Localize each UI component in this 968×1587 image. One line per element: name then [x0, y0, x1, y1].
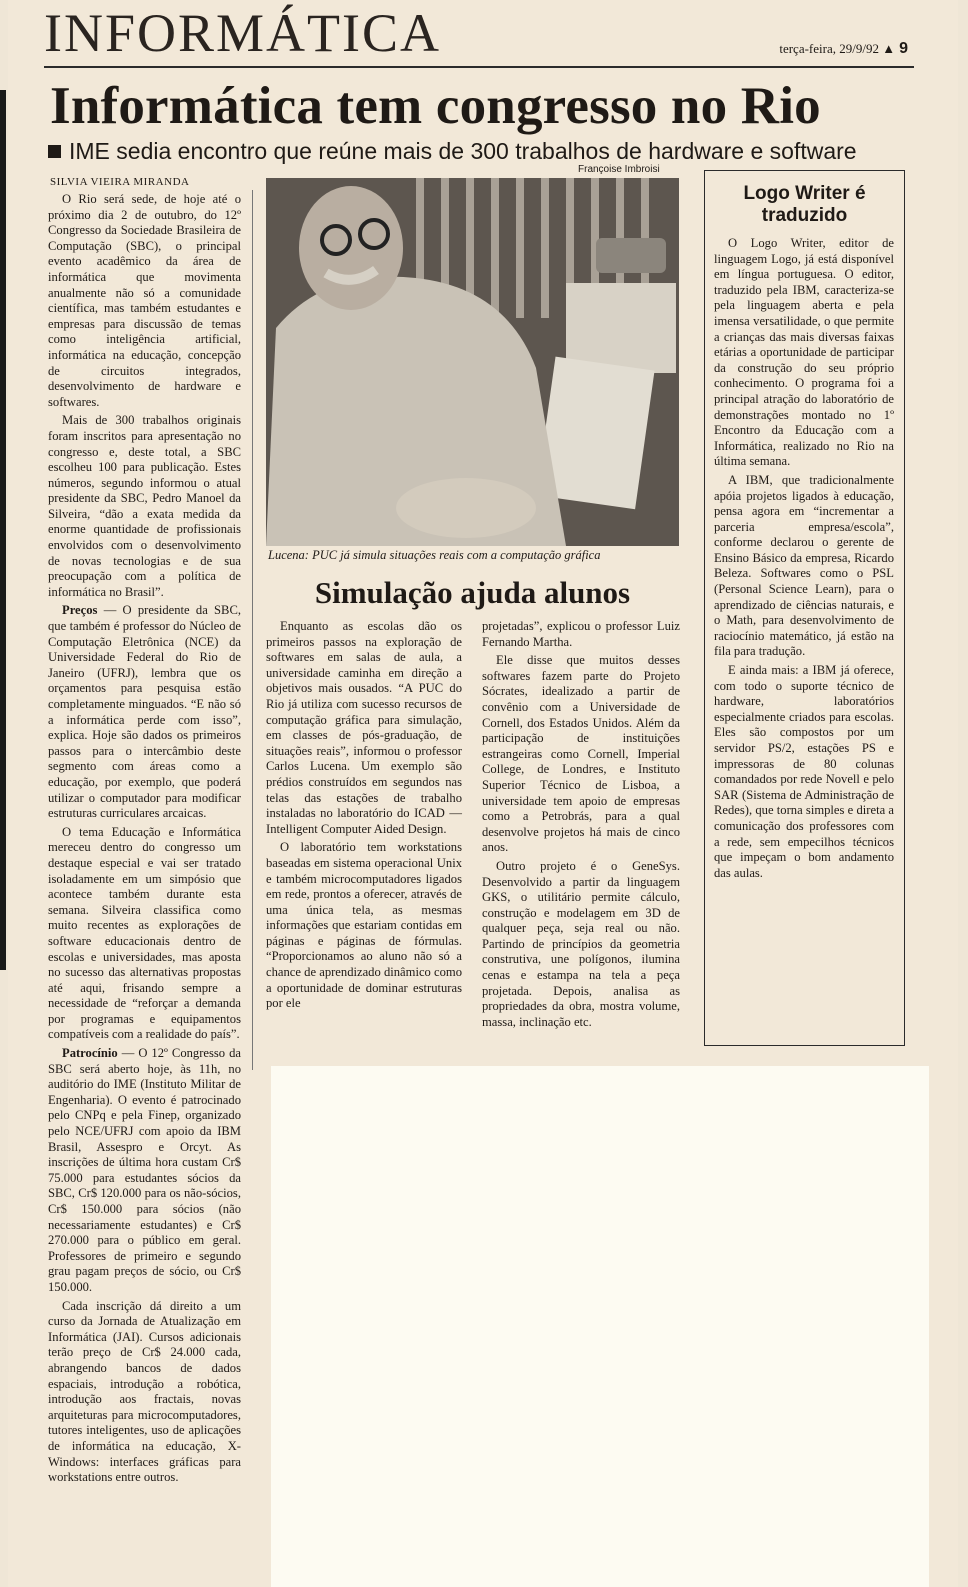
news-photo [266, 178, 679, 546]
paragraph: Preços — O presidente da SBC, que também é professor do Núcleo de Computação Eletrônica (NCE) da Universidade Federal do Rio de Janeiro (UFRJ), lembra que os orçamentos para pesquisa estão completamente minguados. “E não só a informática perde com isso”, explica. Hoje são dados os primeiros passos para o intercâmbio deste segmento com áreas como a educação, por exemplo, que poderá utilizar o computador para modificar estruturas curriculares arcaicas. [48, 603, 241, 821]
subheadline-text: IME sedia encontro que reúne mais de 300 trabalhos de hardware e software [69, 138, 857, 164]
square-bullet-icon [48, 145, 61, 158]
photo-caption: Lucena: PUC já simula situações reais com a computação gráfica [268, 548, 601, 562]
paragraph: E ainda mais: a IBM já oferece, com todo o suporte técnico de hardware, laboratórios especialmente criados para escolas. Eles são compostos por um servidor PS/2, estações PS e impressoras de 80 colunas comandados por rede Novell e pelo SAR (Sistema de Administração de Redes), que torna simples e direta a comunicação dos professores com a rede, sem empecilhos técnicos que impeçam o bom andamento das aulas. [714, 663, 894, 880]
scan-edge [0, 90, 6, 970]
main-story-column [48, 192, 241, 1486]
paragraph: Outro projeto é o GeneSys. Desenvolvido a partir da linguagem GKS, o utilitário permite cálculo, construção e modelagem em 3D de qualquer peça, seja real ou não. Partindo de princípios da geometria construtiva, une polígonos, ilumina cenas e estampa na tela a peça projetada. Depois, analisa as propriedades da obra, mostra volume, massa, inclinação etc. [482, 858, 680, 1029]
simulation-story-title: Simulação ajuda alunos [314, 575, 631, 610]
sidebar-title: Logo Writer é traduzido [743, 183, 866, 226]
dateline [779, 40, 908, 58]
subsection-lead: Preços [62, 603, 98, 618]
header-rule [44, 66, 914, 68]
paragraph: Cada inscrição dá direito a um curso da Jornada de Atualização em Informática (JAI). Cursos adicionais terão preço de Cr$ 24.000 cada, abrangendo bancos de dados espaciais, introdução a robótica, introdução aos fractais, novas arquiteturas para microcomputadores, tutores inteligentes, uso de aplicações de informática na educação, X-Windows: interfaces gráficas para workstations entre outros. [48, 1298, 241, 1485]
paragraph: projetadas”, explicou o professor Luiz Fernando Martha. [482, 619, 680, 649]
paragraph: O Logo Writer, editor de linguagem Logo, já está disponível em língua portuguesa. O editor, traduzido pela IBM, caracteriza-se pela linguagem aberta e pela imensa versatilidade, o que permite a crianças das mais diversas faixas etárias a oportunidade de participar da construção do seu próprio conhecimento. O programa foi a principal atração do laboratório de demonstrações montado no 1º Encontro da Educação com a Informática, realizado no Rio na última semana. [714, 236, 894, 469]
paragraph: Mais de 300 trabalhos originais foram inscritos para apresentação no congresso e, deste total, a SBC escolheu 100 para publicação. Estes números, segundo informou o atual presidente da SBC, Pedro Manoel da Silveira, “dão a exata medida da enorme quantidade de profissionais envolvidos com o desenvolvimento de novas tecnologias e de sua preocupação com a política de informática no Brasil”. [48, 413, 241, 599]
subheadline [48, 138, 857, 165]
byline: SILVIA VIEIRA MIRANDA [50, 176, 190, 188]
photo-credit: Françoise Imbroisi [578, 164, 660, 175]
paragraph: Patrocínio — O 12º Congresso da SBC será aberto hoje, às 11h, no auditório do IME (Instituto Militar de Engenharia). O evento é patrocinado pelo CNPq e pela Finep, organizado pelo NCE/UFRJ com apoio da IBM Brasil, Assespro e Orcyt. As inscrições de última hora custam Cr$ 75.000 para estudantes sócios da SBC, Cr$ 120.000 para os não-sócios, Cr$ 150.000 para sócios (não necessariamente estudantes) e Cr$ 270.000 para o público em geral. Professores de primeiro e segundo grau pagam preços de sócio, ou Cr$ 150.000. [48, 1046, 241, 1294]
page-number: 9 [899, 40, 908, 57]
date: terça-feira, 29/9/92 [779, 41, 879, 56]
sidebar-column [714, 236, 894, 881]
triangle-icon: ▲ [882, 41, 896, 56]
paragraph: O tema Educação e Informática mereceu dentro do congresso um destaque especial e vai ser tratado isoladamente em um simpósio que acontece também durante esta semana. Silveira classifica como muito recentes as explorações de software educacionais dentro de escolas e universidades, mas aposta no sucesso das alternativas propostas até aqui, frisando sempre a necessidade de “reforçar a demanda por programas e equipamentos compatíveis com a realidade do país”. [48, 824, 241, 1042]
blank-area [271, 1066, 929, 1587]
paragraph: Enquanto as escolas dão os primeiros passos na exploração de softwares em salas de aula, a universidade caminha em direção a objetivos mais ousados. “A PUC do Rio já utiliza com sucesso recursos de computação gráfica para simulação, em classes de pós-graduação, de situações reais”, informou o professor Carlos Lucena. Um exemplo são prédios construídos em segundos nas telas das estações de trabalho instaladas no laboratório do ICAD — Intelligent Computer Aided Design. [266, 619, 462, 836]
paragraph: A IBM, que tradicionalmente apóia projetos ligados à educação, pensa agora em “incrementar a parceria empresa/escola”, conforme declarou o gerente de Ensino Básico da empresa, Ricardo Beleza. Softwares como o PSL (Personal Science Learn), para o aprendizado de ciências naturais, e o Math, para desenvolvimento de raciocínio matemático, já estão na fila para tradução. [714, 472, 894, 659]
headline: Informática tem congresso no Rio [50, 77, 821, 135]
simulation-story-column-1 [266, 619, 462, 1012]
paragraph: O laboratório tem workstations baseadas em sistema operacional Unix e também microcomputadores ligados em rede, prontos a oferecer, através de uma única tela, as mesmas informações que estariam contidas em páginas e páginas de fórmulas. “Proporcionamos ao aluno não só a chance de aprendizado dinâmico como a oportunidade de dominar estruturas por ele [266, 840, 462, 1011]
paragraph: O Rio será sede, de hoje até o próximo dia 2 de outubro, do 12º Congresso da Sociedade Brasileira de Computação (SBC), o principal evento acadêmico da área de informática que movimenta anualmente não só a comunidade científica, mas também estudantes e empresas para discussão de temas como inteligência artificial, informática na educação, concepção de circuitos integrados, desenvolvimento de hardware e softwares. [48, 192, 241, 409]
subsection-lead: Patrocínio [62, 1046, 118, 1061]
section-title: INFORMÁTICA [44, 3, 442, 63]
column-rule [252, 190, 253, 1070]
man-at-computer-photo [266, 178, 679, 546]
paragraph: Ele disse que muitos desses softwares fazem parte do Projeto Sócrates, idealizado a partir de convênio com a Universidade de Cornell, dos Estados Unidos. Além da participação de instituições estrangeiras como Cornell, Imperial College, de Londres, e Instituto Superior Técnico de Lisboa, a universidade tem apoio de empresas como a Petrobrás, para a qual desenvolve projetos há mais de cinco anos. [482, 653, 680, 855]
simulation-story-column-2 [482, 619, 680, 1030]
